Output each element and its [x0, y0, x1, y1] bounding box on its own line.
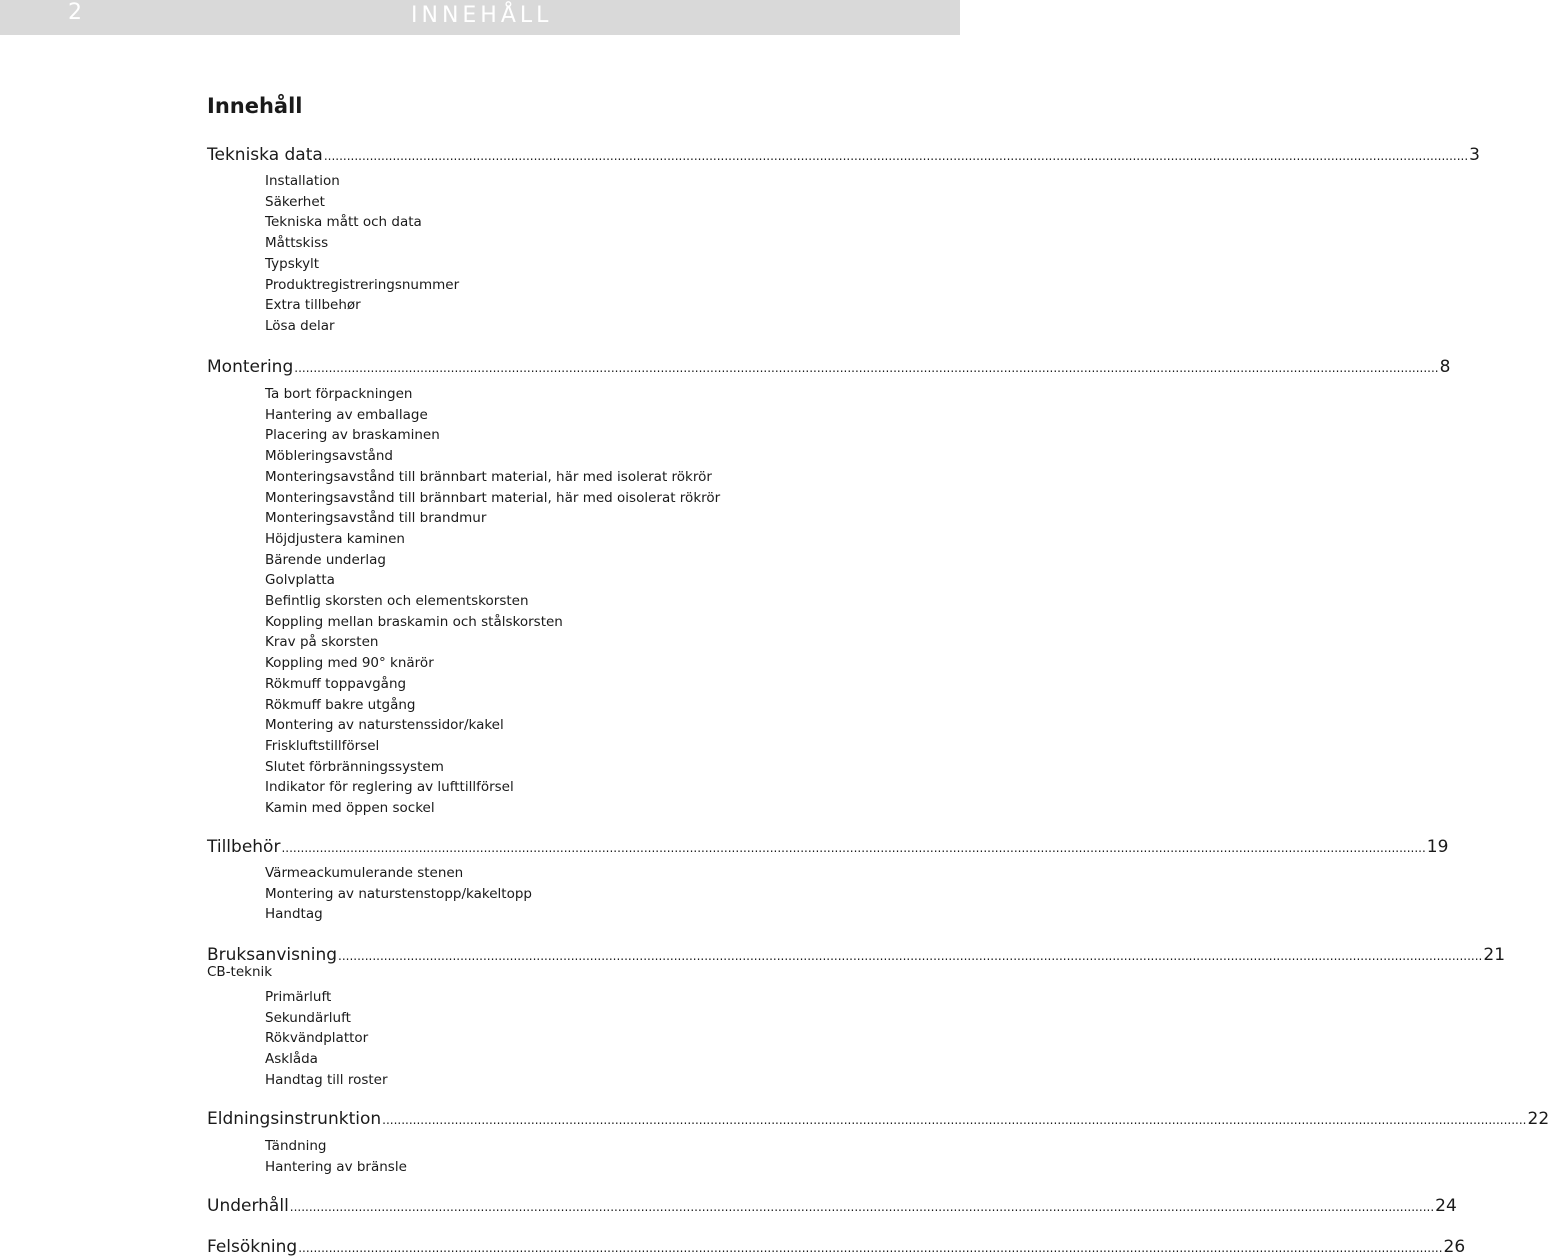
toc-subitem[interactable]: Rökmuff bakre utgång — [265, 696, 415, 714]
toc-subitem[interactable]: Installation — [265, 172, 340, 190]
toc-subitem[interactable]: Produktregistreringsnummer — [265, 276, 459, 294]
toc-subitem[interactable]: Hantering av emballage — [265, 406, 428, 424]
toc-subitem[interactable]: Höjdjustera kaminen — [265, 530, 405, 548]
toc-subitem[interactable]: Placering av braskaminen — [265, 426, 440, 444]
toc-subitem[interactable]: Koppling med 90° knärör — [265, 654, 434, 672]
toc-subitem[interactable]: Rökmuff toppavgång — [265, 675, 406, 693]
toc-page-number: 24 — [1435, 1195, 1457, 1217]
toc-subitem[interactable]: Handtag — [265, 905, 323, 923]
toc-entry-label: Tekniska data — [207, 144, 323, 166]
dot-leader: ............................................................................................................................................................................................................................................................................................................ — [324, 145, 1468, 167]
toc-entry[interactable] — [207, 356, 760, 378]
toc-subitem[interactable]: Typskylt — [265, 255, 319, 273]
dot-leader: ............................................................................................................................................................................................................................................................................................................ — [294, 357, 1438, 379]
toc-page-number: 3 — [1469, 144, 1480, 166]
toc-entry[interactable] — [207, 144, 760, 166]
toc-entry-label: Eldningsinstrunktion — [207, 1108, 381, 1130]
dot-leader: ............................................................................................................................................................................................................................................................................................................ — [290, 1196, 1434, 1218]
section-title: INNEHÅLL — [411, 3, 552, 28]
toc-subitem[interactable]: Kamin med öppen sockel — [265, 799, 435, 817]
toc-subitem[interactable]: Monteringsavstånd till brännbart material, här med isolerat rökrör — [265, 468, 712, 486]
toc-page-number: 26 — [1444, 1236, 1466, 1258]
toc-page-number: 19 — [1427, 836, 1449, 858]
toc-entry[interactable] — [207, 944, 756, 966]
toc-subitem[interactable]: Måttskiss — [265, 234, 328, 252]
toc-subitem[interactable]: Golvplatta — [265, 571, 335, 589]
toc-subitem[interactable]: Säkerhet — [265, 193, 325, 211]
toc-entry-label: Underhåll — [207, 1195, 289, 1217]
toc-subitem[interactable]: Koppling mellan braskamin och stålskorsten — [265, 613, 563, 631]
dot-leader: ............................................................................................................................................................................................................................................................................................................ — [338, 945, 1482, 967]
toc-subitem[interactable]: Indikator för reglering av lufttillförsel — [265, 778, 514, 796]
toc-subitem[interactable]: Slutet förbränningssystem — [265, 758, 444, 776]
toc-subitem[interactable]: Tekniska mått och data — [265, 213, 422, 231]
toc-subitem[interactable]: Bärende underlag — [265, 551, 386, 569]
toc-page-number: 22 — [1528, 1108, 1549, 1130]
toc-subheading: CB-teknik — [207, 963, 272, 981]
toc-subitem[interactable]: Extra tillbehør — [265, 296, 361, 314]
toc-page-number: 21 — [1483, 944, 1505, 966]
page-number: 2 — [68, 0, 82, 25]
toc-subitem[interactable]: Handtag till roster — [265, 1071, 388, 1089]
dot-leader: ............................................................................................................................................................................................................................................................................................................ — [281, 837, 1425, 859]
toc-entry[interactable] — [207, 1108, 758, 1130]
toc-subitem[interactable]: Lösa delar — [265, 317, 335, 335]
toc-entry-label: Montering — [207, 356, 293, 378]
toc-entry[interactable] — [207, 836, 756, 858]
toc-subitem[interactable]: Monteringsavstånd till brandmur — [265, 509, 486, 527]
toc-entry-label: Tillbehör — [207, 836, 280, 858]
toc-entry-label: Bruksanvisning — [207, 944, 337, 966]
toc-subitem[interactable]: Primärluft — [265, 988, 331, 1006]
toc-subitem[interactable]: Möbleringsavstånd — [265, 447, 393, 465]
toc-subitem[interactable]: Befintlig skorsten och elementskorsten — [265, 592, 529, 610]
toc-subitem[interactable]: Rökvändplattor — [265, 1029, 368, 1047]
toc-entry[interactable] — [207, 1236, 760, 1258]
toc-subitem[interactable]: Tändning — [265, 1137, 327, 1155]
toc-subitem[interactable]: Hantering av bränsle — [265, 1158, 407, 1176]
toc-subitem[interactable]: Montering av naturstenssidor/kakel — [265, 716, 504, 734]
dot-leader: ............................................................................................................................................................................................................................................................................................................ — [298, 1237, 1442, 1259]
page-title: Innehåll — [207, 94, 302, 118]
toc-entry-label: Felsökning — [207, 1236, 297, 1258]
toc-subitem[interactable]: Asklåda — [265, 1050, 318, 1068]
toc-subitem[interactable]: Krav på skorsten — [265, 633, 378, 651]
toc-page-number: 8 — [1440, 356, 1451, 378]
toc-subitem[interactable]: Värmeackumulerande stenen — [265, 864, 463, 882]
toc-entry[interactable] — [207, 1195, 758, 1217]
toc-subitem[interactable]: Montering av naturstenstopp/kakeltopp — [265, 885, 532, 903]
toc-subitem[interactable]: Friskluftstillförsel — [265, 737, 379, 755]
toc-subitem[interactable]: Monteringsavstånd till brännbart material, här med oisolerat rökrör — [265, 489, 720, 507]
toc-subitem[interactable]: Sekundärluft — [265, 1009, 351, 1027]
toc-subitem[interactable]: Ta bort förpackningen — [265, 385, 412, 403]
dot-leader: ............................................................................................................................................................................................................................................................................................................ — [382, 1109, 1526, 1131]
